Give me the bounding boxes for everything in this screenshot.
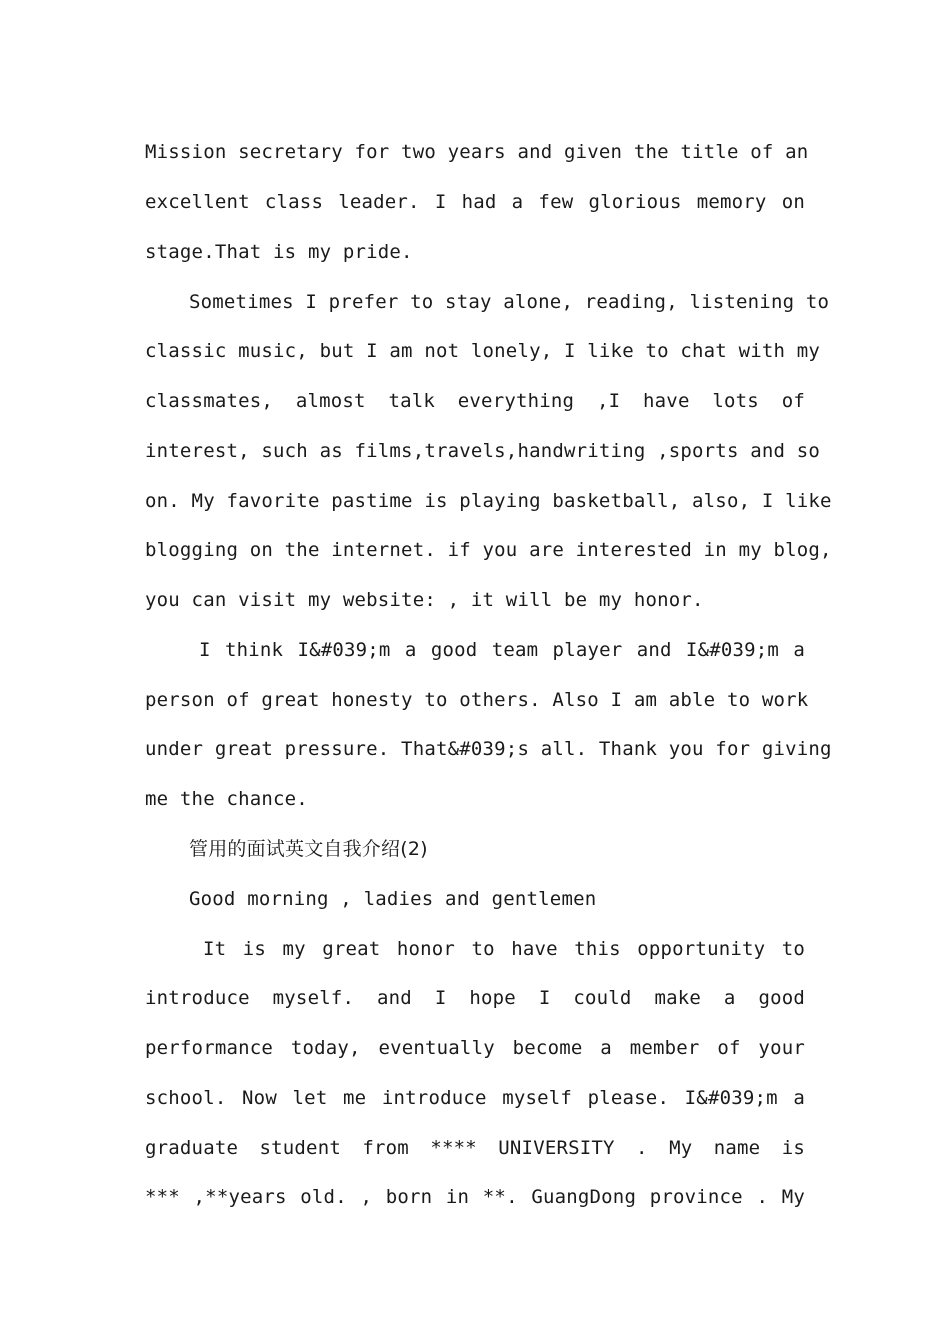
text-line: school. Now let me introduce myself please. I&#039;m a: [145, 1087, 805, 1109]
text-line: you can visit my website: , it will be my honor.: [145, 589, 704, 611]
text-line: blogging on the internet. if you are interested in my blog,: [145, 539, 832, 561]
paragraph-first-line: I think I&#039;m a good team player and I&#039;m a: [199, 639, 805, 661]
text-line: excellent class leader. I had a few glorious memory on: [145, 191, 805, 213]
text-line: me the chance.: [145, 788, 308, 810]
text-line: interest, such as films,travels,handwriting ,sports and so: [145, 440, 821, 462]
text-line: graduate student from **** UNIVERSITY . My name is: [145, 1137, 805, 1159]
text-line: performance today, eventually become a member of your: [145, 1037, 805, 1059]
text-line: Mission secretary for two years and given the title of an: [145, 141, 809, 163]
paragraph-first-line: It is my great honor to have this opportunity to: [203, 938, 805, 960]
text-line: stage.That is my pride.: [145, 241, 413, 263]
text-line: classic music, but I am not lonely, I like to chat with my: [145, 340, 821, 362]
text-line: *** ,**years old. , born in **. GuangDong province . My: [145, 1186, 805, 1208]
text-line: on. My favorite pastime is playing basketball, also, I like: [145, 490, 832, 512]
paragraph-first-line: Sometimes I prefer to stay alone, reading, listening to: [189, 291, 830, 313]
greeting-line: Good morning , ladies and gentlemen: [189, 888, 597, 910]
text-line: classmates, almost talk everything ,I have lots of: [145, 390, 805, 412]
text-line: person of great honesty to others. Also I am able to work: [145, 689, 809, 711]
text-line: under great pressure. That&#039;s all. Thank you for giving: [145, 738, 832, 760]
section-heading: 管用的面试英文自我介绍(2): [189, 838, 428, 860]
text-line: introduce myself. and I hope I could make a good: [145, 987, 805, 1009]
